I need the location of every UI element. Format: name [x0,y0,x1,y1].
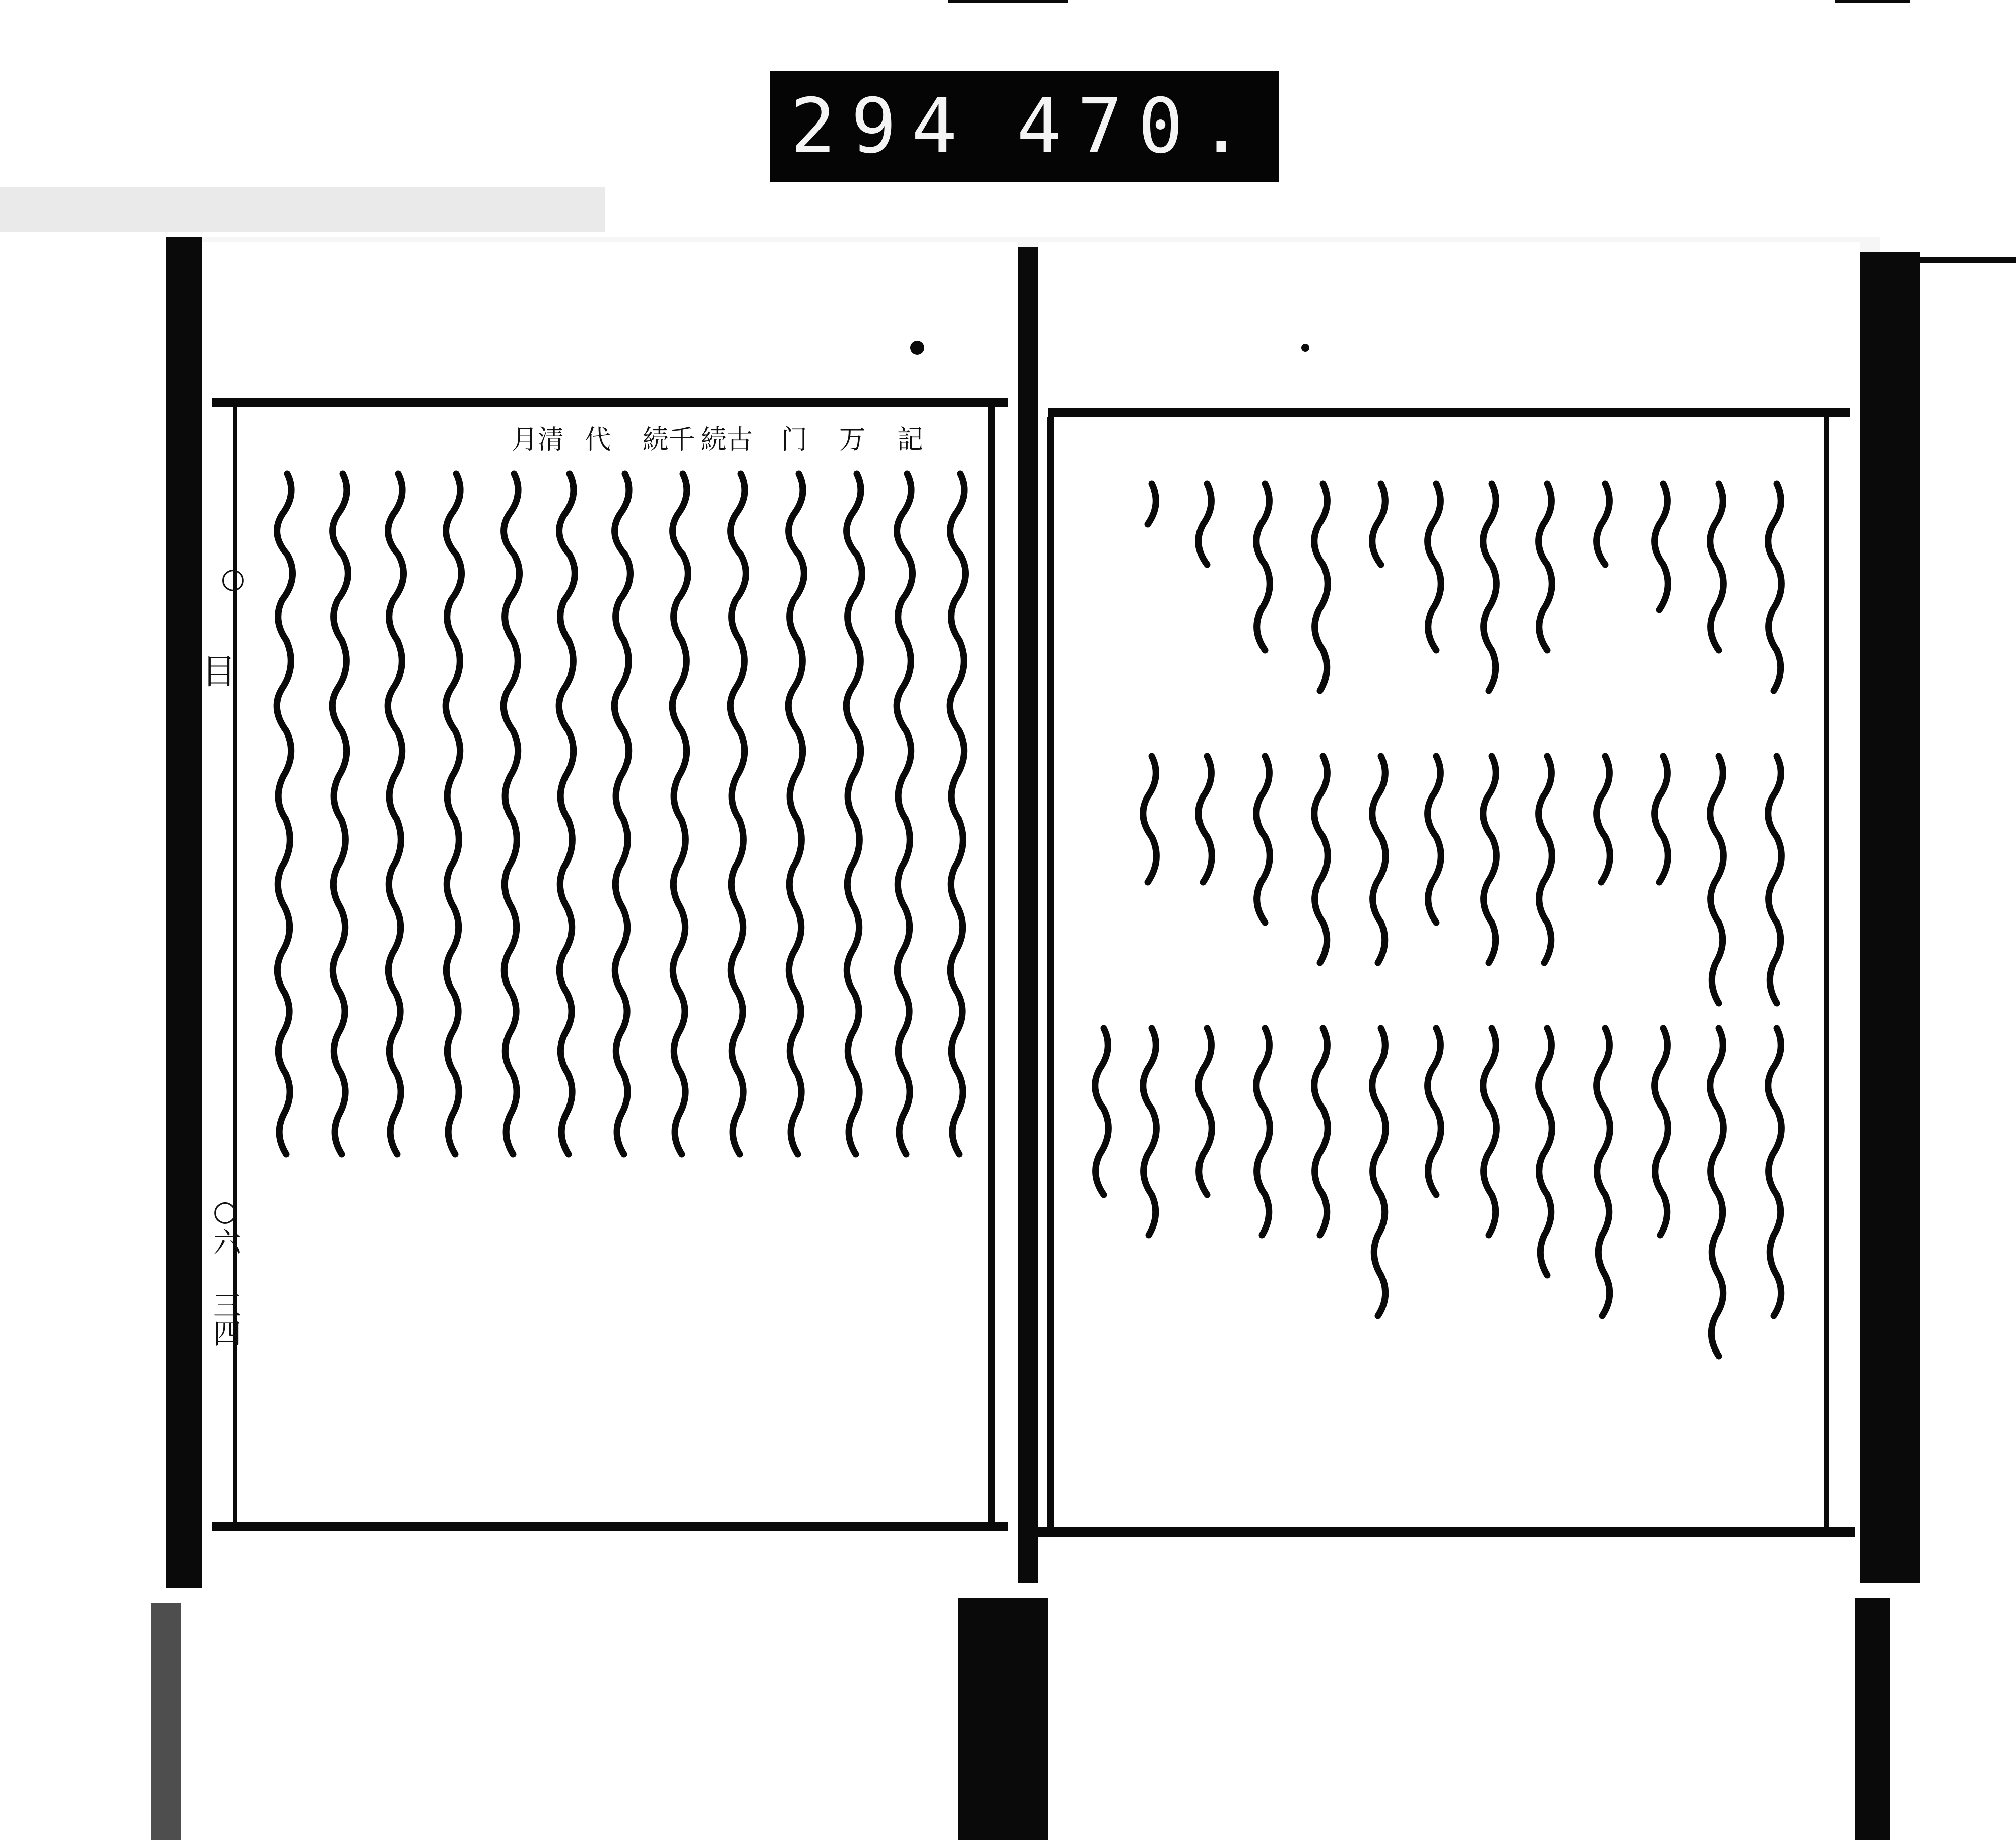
center-gutter [1018,247,1038,1583]
right-edge-line [1920,257,2016,263]
left-spine-edge [166,237,202,1588]
frame-counter-label [770,71,1279,182]
right-frame-outer [1824,417,1829,1527]
left-bottom-edge [151,1603,181,1840]
margin-circle-mark: ○ [221,562,245,595]
right-bottom-edge [1855,1598,1890,1840]
left-frame-top [212,398,1008,407]
margin-ref-number: ○六 [209,1195,241,1256]
margin-ref-number: 三四 [209,1291,241,1347]
column-heading: 続古 [701,425,753,455]
ink-speck [910,341,924,355]
column-heading: 代 [585,425,611,455]
top-mark-right [1835,0,1910,3]
column-heading: 门 [781,425,808,455]
column-heading: 記 [897,425,924,455]
frame-number-right: 470. [1016,83,1259,170]
left-frame-bottom [212,1522,1008,1531]
top-mark [948,0,1068,3]
column-heading: 続千 [643,425,696,455]
right-frame-inner [1047,417,1054,1527]
frame-number-left: 294 [790,83,972,170]
gutter-bottom [958,1598,1048,1840]
column-heading: 万 [839,425,866,455]
right-frame-bottom [1038,1527,1855,1537]
column-heading: 月清 [512,425,564,455]
right-frame-top [1048,408,1850,417]
ink-speck [1301,344,1309,352]
right-spine-edge [1860,252,1920,1583]
margin-ref-mark: 目 [202,652,236,692]
right-page [1038,242,1860,1583]
left-frame-inner [988,407,995,1522]
scan-smudge [0,187,605,232]
